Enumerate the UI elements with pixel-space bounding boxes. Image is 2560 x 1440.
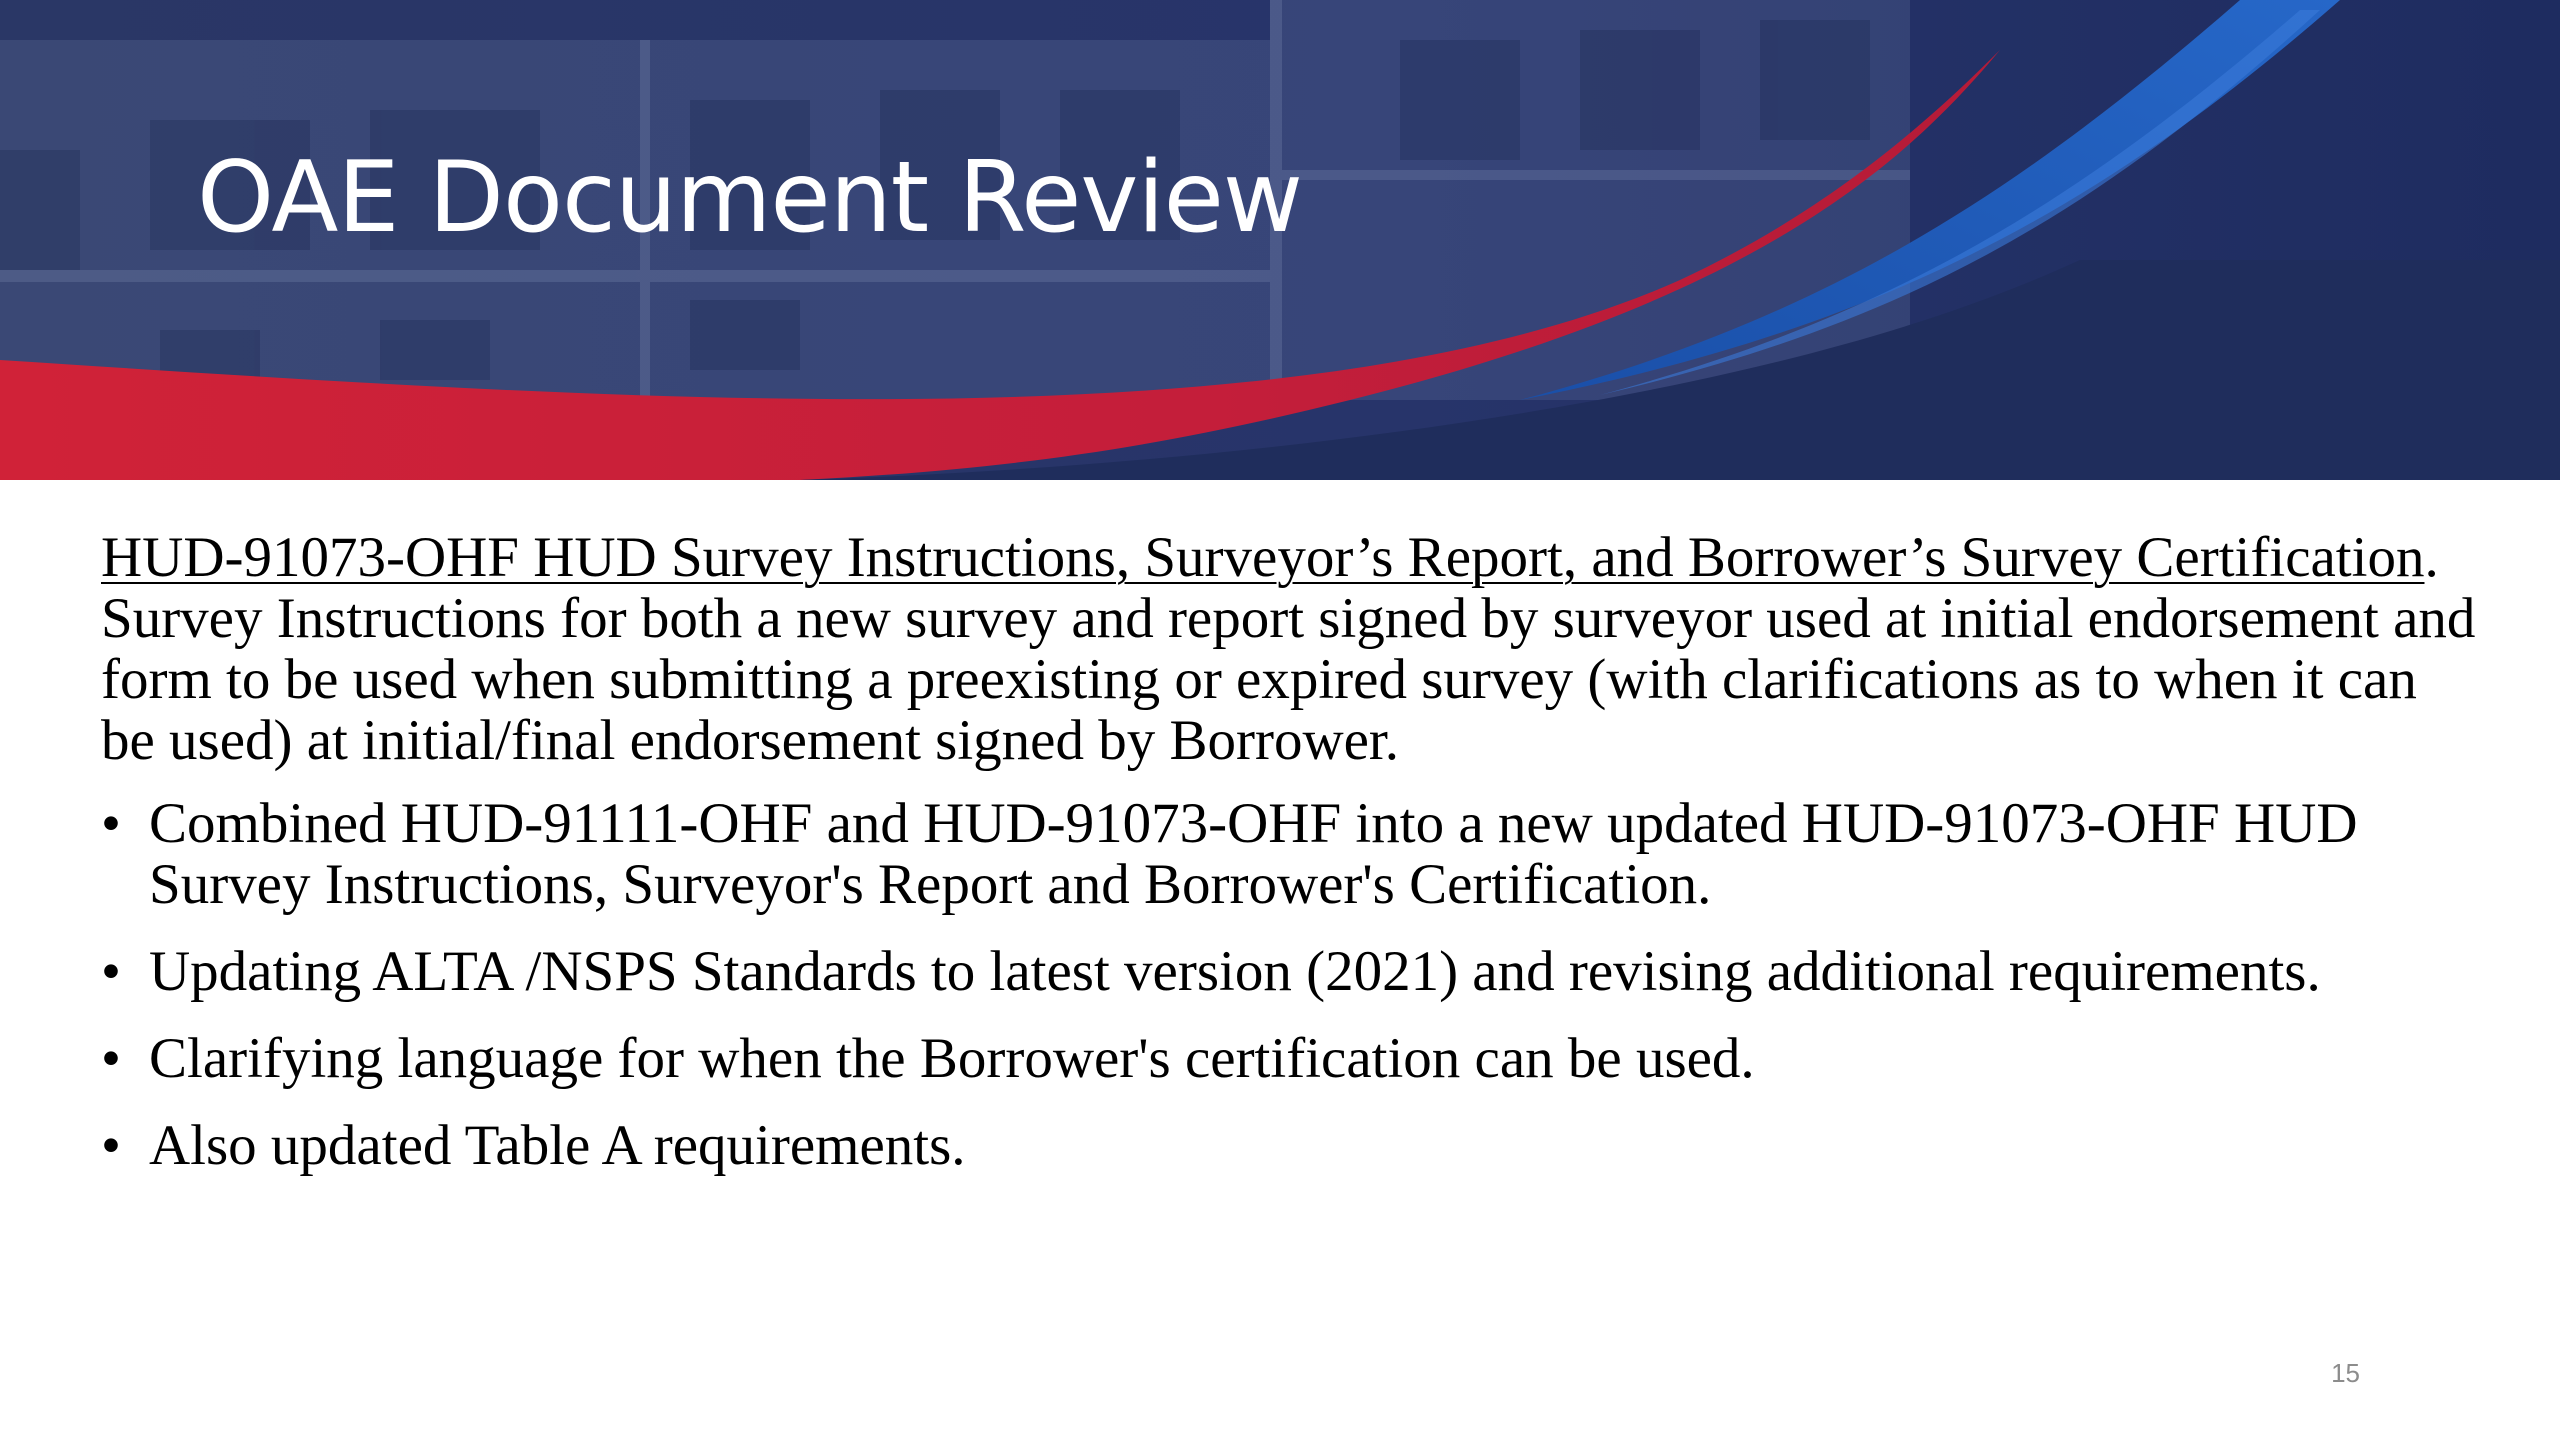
bullet-marker: • (101, 940, 121, 1003)
bullet-text: Updating ALTA /NSPS Standards to latest version (2021) and revising additional requirements. (149, 940, 2321, 1003)
bullet-text: Combined HUD-91111-OHF and HUD-91073-OHF into a new updated HUD-91073-OHF HUD Survey Instructions, Surveyor's Report and Borrower's Certification. (149, 792, 2358, 916)
header-banner (0, 0, 2560, 480)
intro-paragraph (101, 527, 2481, 771)
bullet-item (101, 941, 2481, 1002)
bullet-marker: • (101, 1027, 121, 1090)
intro-text: . Survey Instructions for both a new survey and report signed by surveyor used at initial endorsement and form to be used when submitting a preexisting or expired survey (with clarifications as to when it can be used) at initial/final endorsement signed by Borrower. (101, 526, 2476, 772)
page-number: 15 (2331, 1358, 2360, 1388)
bullet-text: Also updated Table A requirements. (149, 1114, 966, 1177)
bullet-item (101, 1115, 2481, 1176)
bullet-text: Clarifying language for when the Borrower's certification can be used. (149, 1027, 1755, 1090)
form-title: HUD-91073-OHF HUD Survey Instructions, Surveyor’s Report, and Borrower’s Survey Certification (101, 526, 2425, 589)
bullet-marker: • (101, 1114, 121, 1177)
slide-body (101, 527, 2481, 1202)
bullet-item (101, 793, 2481, 915)
bullet-list (101, 793, 2481, 1176)
bullet-item (101, 1028, 2481, 1089)
slide-title: OAE Document Review (197, 141, 1303, 255)
bullet-marker: • (101, 792, 121, 855)
